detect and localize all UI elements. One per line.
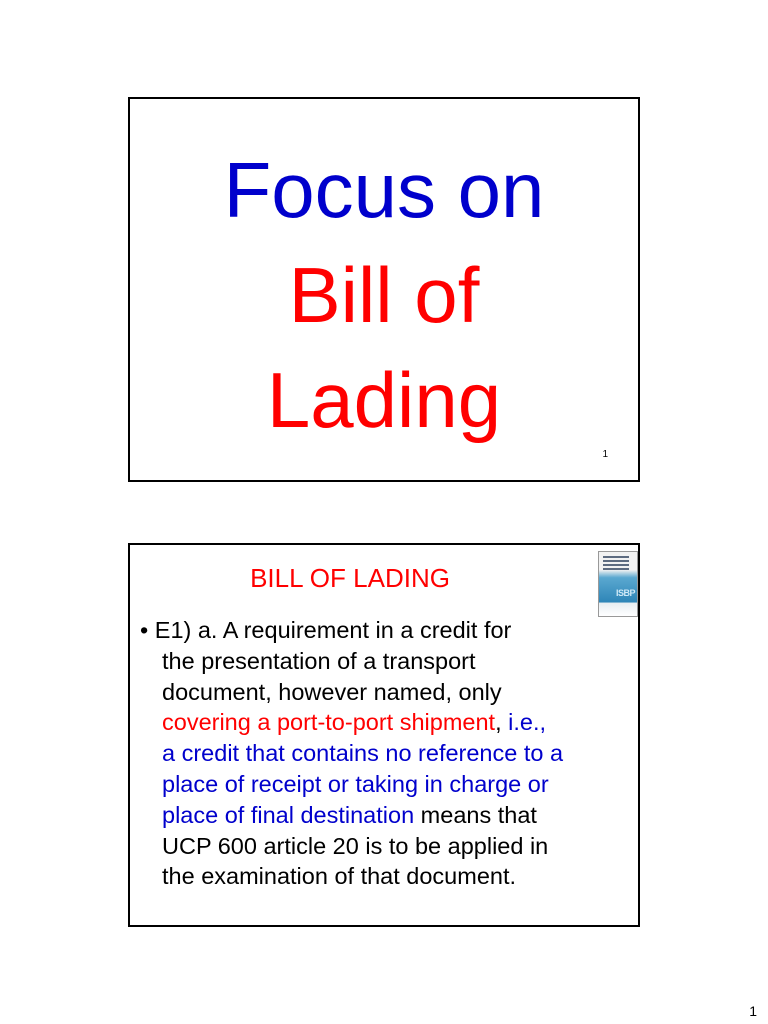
content-slide [128, 543, 640, 927]
slide-number: 1 [602, 449, 608, 460]
title-line-1: Focus on [223, 146, 545, 234]
slide-heading: BILL OF LADING [250, 563, 450, 593]
bullet-marker: • [140, 617, 149, 643]
text-segment-3: , [495, 709, 509, 736]
text-segment-2: covering a port-to-port shipment [162, 709, 496, 736]
page-number: 1 [749, 1003, 757, 1019]
text-segment-4: i.e., a credit that contains no reference to a place of receipt or taking in charge or place of final destination [162, 709, 564, 828]
text-segment-1: E1) a. A requirement in a credit for the presentation of a transport document, however named, only [154, 617, 512, 705]
bullet-text [140, 615, 642, 892]
book-cover-icon: ISBP [598, 551, 638, 617]
title-slide [128, 97, 640, 482]
title-line-3: Lading [266, 356, 502, 444]
text-segment-5: means that UCP 600 article 20 is to be applied in the examination of that document. [162, 801, 549, 890]
title-line-2: Bill of [288, 251, 480, 339]
